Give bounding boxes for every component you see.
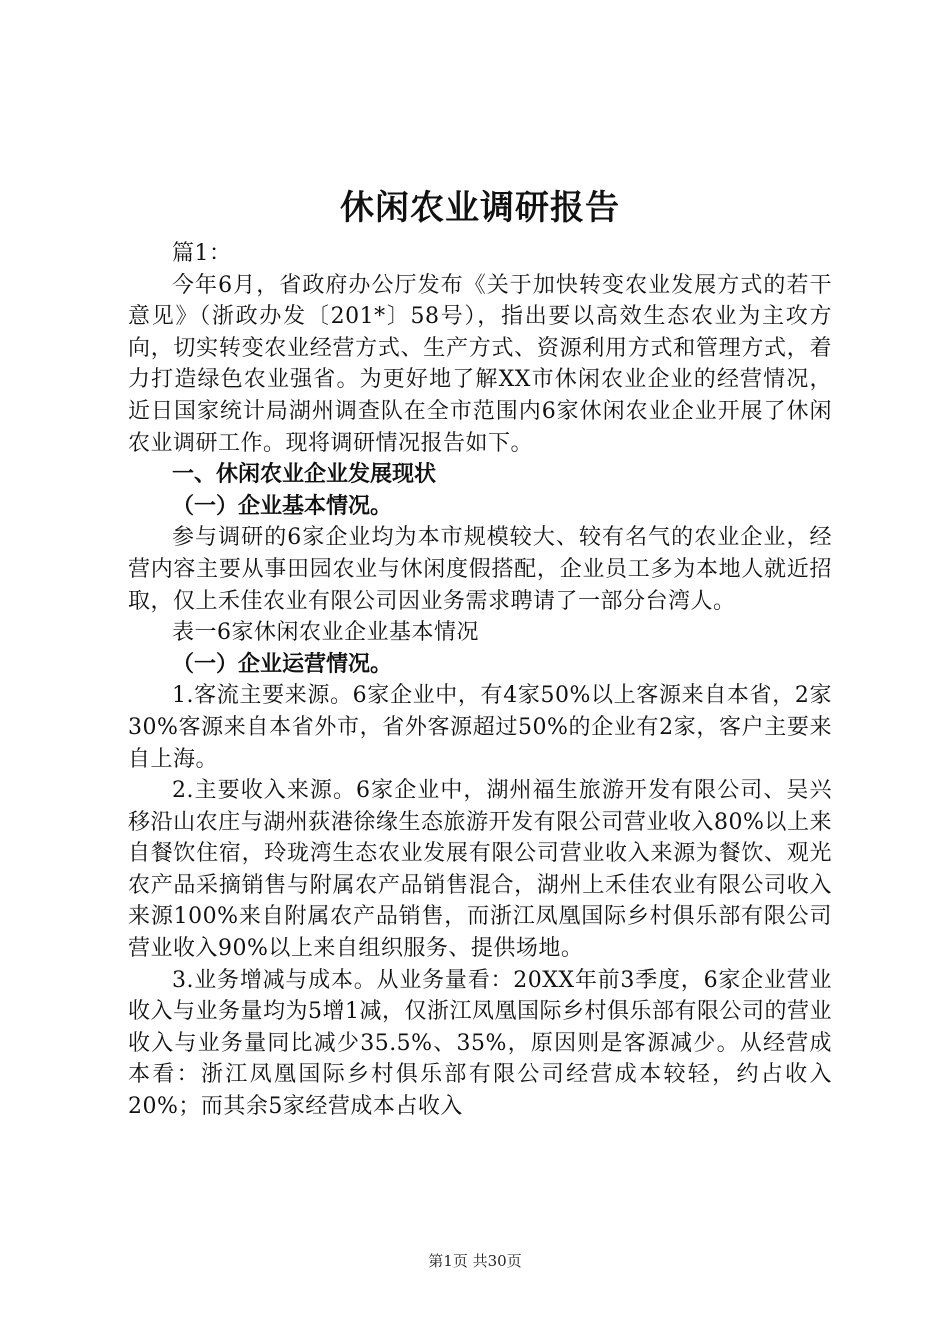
subsection-heading-basic: （一）企业基本情况。 [172,493,393,519]
business-cost-paragraph: 3.业务增减与成本。从业务量看：20XX年前3季度，6家企业营业收入与业务量均为5增1减，仅浙江凤凰国际乡村俱乐部有限公司的营业收入与业务量同比减少35.5%、35%，原因则是客源减少。从经营成本看：浙江凤凰国际乡村俱乐部有限公司经营成本较轻，约占收入20%；而其余5家经营成本占收入 [128,967,832,1120]
section-label: 篇1： [172,241,232,266]
income-source-paragraph: 2.主要收入来源。6家企业中，湖州福生旅游开发有限公司、吴兴移沿山农庄与湖州荻港徐缘生态旅游开发有限公司营业收入80%以上来自餐饮住宿，玲珑湾生态农业发展有限公司营业收入来源为餐饮、观光农产品采摘销售与附属农产品销售混合，湖州上禾佳农业有限公司收入来源100%来自附属农产品销售，而浙江凤凰国际乡村俱乐部有限公司营业收入90%以上来自组织服务、提供场地。 [128,778,832,962]
page-footer: 第1页 共30页 [428,1252,522,1270]
document-page [128,180,832,1123]
table-caption: 表一6家休闲农业企业基本情况 [172,620,479,646]
customer-source-paragraph: 1.客流主要来源。6家企业中，有4家50%以上客源来自本省，2家30%客源来自本省外市，省外客源超过50%的企业有2家，客户主要来自上海。 [128,683,832,772]
subsection-heading-operation: （一）企业运营情况。 [172,651,393,677]
document-title: 休闲农业调研报告 [340,188,620,228]
intro-paragraph: 今年6月，省政府办公厅发布《关于加快转变农业发展方式的若干意见》（浙政办发〔201*〕58号），指出要以高效生态农业为主攻方向，切实转变农业经营方式、生产方式、资源利用方式和管理方式，着力打造绿色农业强省。为更好地了解XX市休闲农业企业的经营情况，近日国家统计局湖州调查队在全市范围内6家休闲农业企业开展了休闲农业调研工作。现将调研情况报告如下。 [128,272,832,456]
basic-info-paragraph: 参与调研的6家企业均为本市规模较大、较有名气的农业企业，经营内容主要从事田园农业与休闲度假搭配，企业员工多为本地人就近招取，仅上禾佳农业有限公司因业务需求聘请了一部分台湾人。 [128,525,832,614]
section-heading-1: 一、休闲农业企业发展现状 [172,462,437,488]
